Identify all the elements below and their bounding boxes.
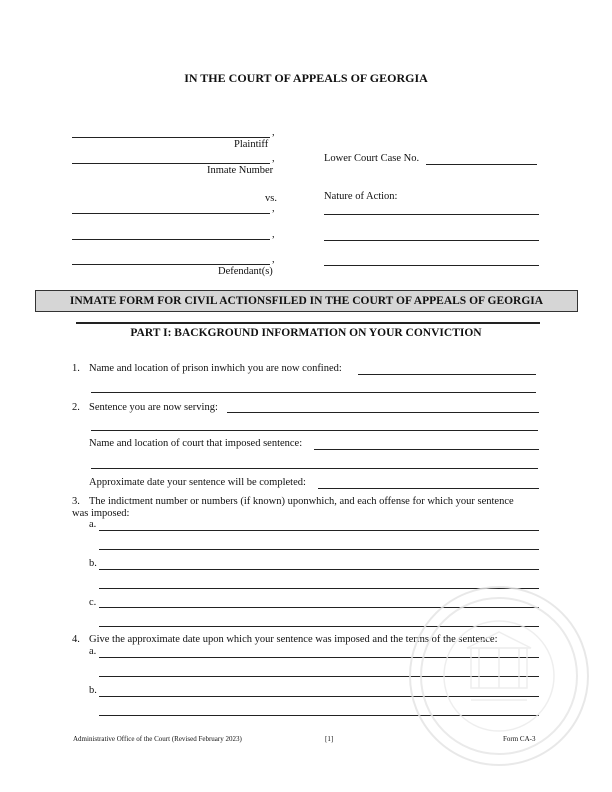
q3-text-line-1: The indictment number or numbers (if known) uponwhich, and each offense for which your sentence: [89, 496, 514, 507]
nature-of-action-line-3[interactable]: [324, 265, 539, 266]
footer-left: Administrative Office of the Court (Revised February 2023): [73, 735, 242, 743]
q2-date-text: Approximate date your sentence will be completed:: [89, 477, 306, 488]
page-number: [1]: [325, 735, 334, 743]
court-seal-watermark: [409, 586, 589, 766]
q2-court-line-1[interactable]: [314, 449, 539, 450]
q4-item-b-label: b.: [89, 685, 97, 696]
q2-court-text: Name and location of court that imposed sentence:: [89, 438, 303, 449]
form-id: Form CA-3: [503, 735, 536, 743]
q2-text: Sentence you are now serving:: [89, 402, 218, 413]
plaintiff-label: Plaintiff: [234, 139, 269, 150]
q3-text-line-2: was imposed:: [72, 508, 130, 519]
plaintiff-line[interactable]: [72, 137, 270, 138]
q1-answer-line-2[interactable]: [91, 392, 536, 393]
q3-item-b-label: b.: [89, 558, 97, 569]
defendant-line-3[interactable]: [72, 264, 270, 265]
defendant-comma-1: ,: [272, 203, 275, 214]
q3-item-b-line-1[interactable]: [99, 569, 539, 570]
inmate-number-label: Inmate Number: [207, 165, 274, 176]
q4-text: Give the approximate date upon which your sentence was imposed and the terms of the sentence:: [89, 634, 498, 645]
defendant-comma-3: ,: [272, 254, 275, 265]
q1-number: 1.: [72, 363, 80, 374]
vs-label: vs.: [265, 193, 277, 204]
court-title: IN THE COURT OF APPEALS OF GEORGIA: [184, 71, 428, 85]
q2-answer-line-1[interactable]: [227, 412, 539, 413]
form-banner: INMATE FORM FOR CIVIL ACTIONSFILED IN THE COURT OF APPEALS OF GEORGIA: [35, 290, 578, 312]
q3-item-c-label: c.: [89, 597, 97, 608]
lower-court-case-line[interactable]: [426, 164, 537, 165]
q4-number: 4.: [72, 634, 80, 645]
q3-item-a-label: a.: [89, 519, 97, 530]
q4-item-a-label: a.: [89, 646, 97, 657]
q3-item-a-line-2[interactable]: [99, 549, 539, 550]
part-title: PART I: BACKGROUND INFORMATION ON YOUR CONVICTION: [130, 327, 482, 339]
inmate-number-comma: ,: [272, 153, 275, 164]
q1-text: Name and location of prison inwhich you are now confined:: [89, 363, 342, 374]
q2-court-line-2[interactable]: [91, 468, 538, 469]
defendant-line-1[interactable]: [72, 213, 270, 214]
nature-of-action-line-1[interactable]: [324, 214, 539, 215]
q2-answer-line-2[interactable]: [91, 430, 538, 431]
part-divider: [76, 322, 540, 324]
lower-court-case-label: Lower Court Case No.: [324, 153, 420, 164]
q3-number: 3.: [72, 496, 80, 507]
inmate-number-line[interactable]: [72, 163, 270, 164]
q2-number: 2.: [72, 402, 80, 413]
defendant-line-2[interactable]: [72, 239, 270, 240]
plaintiff-comma: ,: [272, 127, 275, 138]
defendant-comma-2: ,: [272, 229, 275, 240]
q1-answer-line-1[interactable]: [358, 374, 536, 375]
q3-item-a-line-1[interactable]: [99, 530, 539, 531]
seal-icon: [411, 588, 587, 764]
q2-date-line[interactable]: [318, 488, 539, 489]
nature-of-action-label: Nature of Action:: [324, 191, 398, 202]
nature-of-action-line-2[interactable]: [324, 240, 539, 241]
defendants-label: Defendant(s): [218, 266, 273, 277]
